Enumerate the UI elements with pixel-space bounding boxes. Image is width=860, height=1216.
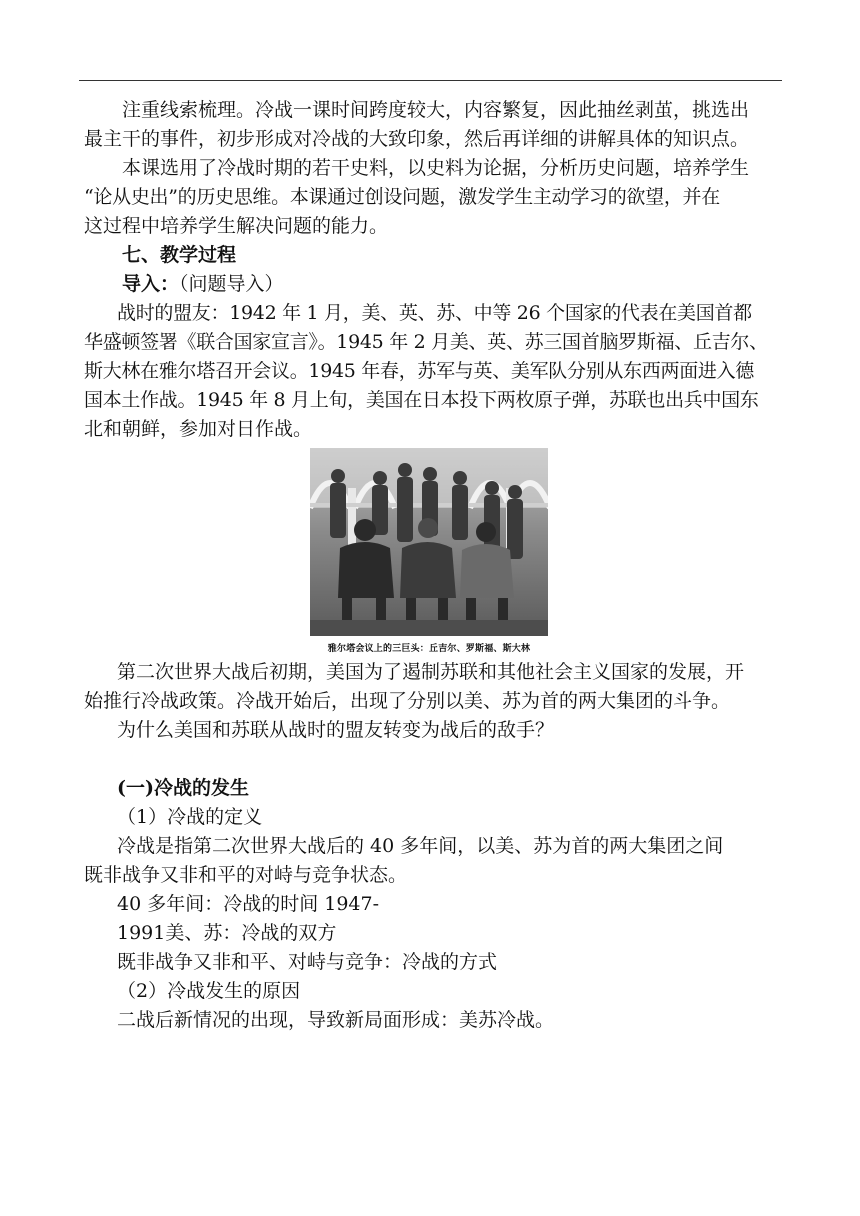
paragraph-line: “论从史出”的历史思维。本课通过创设问题，激发学生主动学习的欲望，并在 <box>84 186 720 208</box>
note-line: 1991美、苏：冷战的双方 <box>117 922 337 944</box>
header-rule <box>79 80 782 81</box>
note-line: 40 多年间：冷战的时间 1947- <box>117 893 380 915</box>
allies-line: 斯大林在雅尔塔召开会议。1945 年春，苏军与英、美军队分别从东西两面进入德 <box>84 360 754 382</box>
yalta-figure <box>310 448 548 658</box>
paragraph-line: 本课选用了冷战时期的若干史料，以史料为论据，分析历史问题，培养学生 <box>122 157 750 179</box>
figure-caption: 雅尔塔会议上的三巨头：丘吉尔、罗斯福、斯大林 <box>327 644 531 654</box>
intro-line <box>84 270 784 299</box>
paragraph-line: 注重线索梳理。冷战一课时间跨度较大，内容繁复，因此抽丝剥茧，挑选出 <box>122 99 750 121</box>
definition-line: 既非战争又非和平的对峙与竞争状态。 <box>84 864 408 886</box>
allies-line: 战时的盟友：1942 年 1 月，美、英、苏、中等 26 个国家的代表在美国首都 <box>117 302 752 324</box>
paragraph-line: 第二次世界大战后初期，美国为了遏制苏联和其他社会主义国家的发展，开 <box>117 661 745 683</box>
yalta-photo <box>310 448 548 636</box>
paragraph-line: 始推行冷战政策。冷战开始后，出现了分别以美、苏为首的两大集团的斗争。 <box>84 690 731 712</box>
subheading: （2）冷战发生的原因 <box>117 980 301 1002</box>
subsection-heading: (一)冷战的发生 <box>117 777 249 799</box>
allies-line: 华盛顿签署《联合国家宣言》。1945 年 2 月美、英、苏三国首脑罗斯福、丘吉尔、 <box>84 331 768 353</box>
section-heading: 七、教学过程 <box>122 244 237 266</box>
allies-line: 北和朝鲜，参加对日作战。 <box>84 418 313 440</box>
intro-label: 导入： <box>122 273 180 295</box>
yalta-photo-graphic <box>310 448 548 636</box>
document-page <box>84 96 784 1035</box>
note-line: 既非战争又非和平、对峙与竞争：冷战的方式 <box>117 951 498 973</box>
paragraph-line: 最主干的事件，初步形成对冷战的大致印象，然后再详细的讲解具体的知识点。 <box>84 128 750 150</box>
intro-note: （问题导入） <box>179 273 284 295</box>
question-line: 为什么美国和苏联从战时的盟友转变为战后的敌手？ <box>117 719 555 741</box>
paragraph-line: 这过程中培养学生解决问题的能力。 <box>84 215 389 237</box>
blank-line <box>84 745 784 774</box>
allies-line: 国本土作战。1945 年 8 月上旬，美国在日本投下两枚原子弹，苏联也出兵中国东 <box>84 389 759 411</box>
subheading: （1）冷战的定义 <box>117 806 263 828</box>
definition-line: 冷战是指第二次世界大战后的 40 多年间，以美、苏为首的两大集团之间 <box>117 835 724 857</box>
cause-line: 二战后新情况的出现，导致新局面形成：美苏冷战。 <box>117 1009 555 1031</box>
